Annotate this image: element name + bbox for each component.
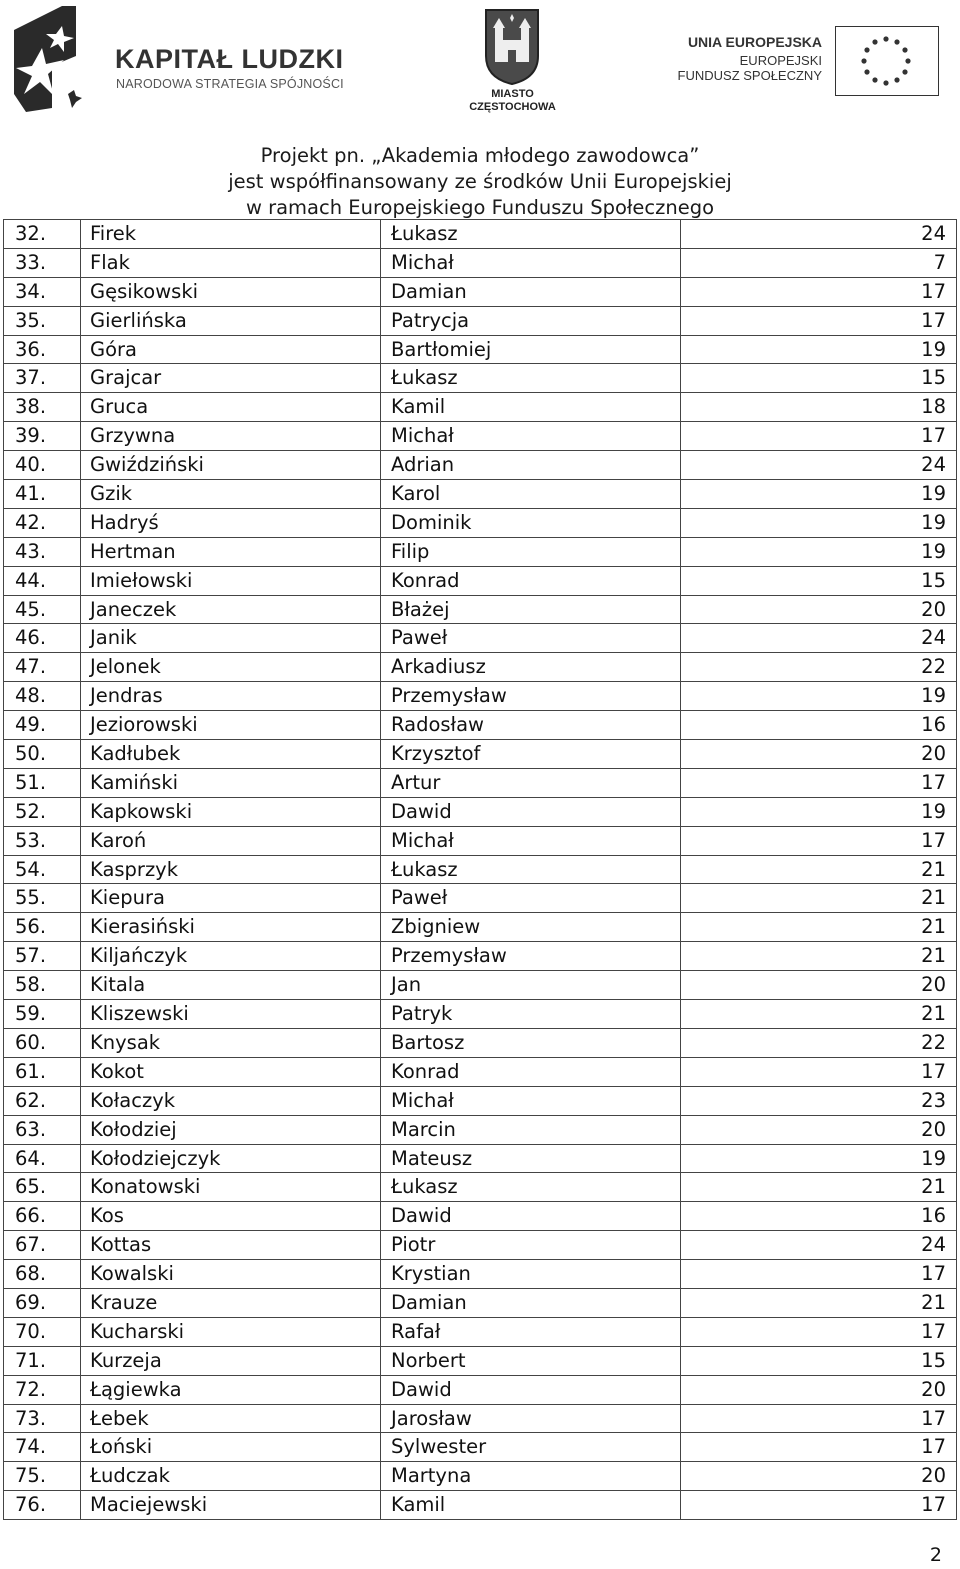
score-cell: 17 <box>681 278 957 307</box>
score-cell: 17 <box>681 1405 957 1434</box>
score-cell: 16 <box>681 711 957 740</box>
first-name-cell: Michał <box>381 249 681 278</box>
first-name-cell: Piotr <box>381 1231 681 1260</box>
score-cell: 17 <box>681 307 957 336</box>
score-cell: 19 <box>681 509 957 538</box>
row-number-cell: 66. <box>4 1202 81 1231</box>
row-number-cell: 55. <box>4 884 81 913</box>
score-cell: 7 <box>681 249 957 278</box>
row-number-cell: 59. <box>4 1000 81 1029</box>
score-cell: 21 <box>681 913 957 942</box>
table-row <box>4 1202 957 1231</box>
score-cell: 19 <box>681 538 957 567</box>
row-number-cell: 36. <box>4 336 81 365</box>
row-number-cell: 74. <box>4 1433 81 1462</box>
eu-label-line2: EUROPEJSKI <box>739 53 822 68</box>
table-row <box>4 1491 957 1520</box>
last-name-cell: Hadryś <box>81 509 381 538</box>
last-name-cell: Kołodziejczyk <box>81 1145 381 1174</box>
table-row <box>4 1029 957 1058</box>
first-name-cell: Konrad <box>381 1058 681 1087</box>
first-name-cell: Jarosław <box>381 1405 681 1434</box>
row-number-cell: 52. <box>4 798 81 827</box>
score-cell: 19 <box>681 798 957 827</box>
score-cell: 20 <box>681 740 957 769</box>
table-row <box>4 1405 957 1434</box>
row-number-cell: 64. <box>4 1145 81 1174</box>
score-cell: 21 <box>681 884 957 913</box>
table-row <box>4 393 957 422</box>
first-name-cell: Przemysław <box>381 682 681 711</box>
table-row <box>4 596 957 625</box>
row-number-cell: 44. <box>4 567 81 596</box>
score-cell: 19 <box>681 336 957 365</box>
first-name-cell: Bartosz <box>381 1029 681 1058</box>
table-row <box>4 1173 957 1202</box>
city-coat-of-arms-icon <box>483 6 541 86</box>
table-row <box>4 1260 957 1289</box>
table-row <box>4 1116 957 1145</box>
row-number-cell: 67. <box>4 1231 81 1260</box>
table-row <box>4 740 957 769</box>
last-name-cell: Kurzeja <box>81 1347 381 1376</box>
city-label-line2: CZĘSTOCHOWA <box>469 101 556 113</box>
row-number-cell: 34. <box>4 278 81 307</box>
row-number-cell: 48. <box>4 682 81 711</box>
row-number-cell: 39. <box>4 422 81 451</box>
first-name-cell: Arkadiusz <box>381 653 681 682</box>
table-row <box>4 278 957 307</box>
first-name-cell: Mateusz <box>381 1145 681 1174</box>
first-name-cell: Patryk <box>381 1000 681 1029</box>
last-name-cell: Kitala <box>81 971 381 1000</box>
first-name-cell: Konrad <box>381 567 681 596</box>
eu-label-line3: FUNDUSZ SPOŁECZNY <box>677 68 822 83</box>
row-number-cell: 38. <box>4 393 81 422</box>
first-name-cell: Radosław <box>381 711 681 740</box>
last-name-cell: Konatowski <box>81 1173 381 1202</box>
project-caption <box>0 143 960 221</box>
table-row <box>4 827 957 856</box>
first-name-cell: Łukasz <box>381 220 681 249</box>
last-name-cell: Łebek <box>81 1405 381 1434</box>
last-name-cell: Grzywna <box>81 422 381 451</box>
first-name-cell: Dawid <box>381 1202 681 1231</box>
last-name-cell: Kadłubek <box>81 740 381 769</box>
first-name-cell: Marcin <box>381 1116 681 1145</box>
last-name-cell: Kierasiński <box>81 913 381 942</box>
results-table <box>3 219 957 1520</box>
table-row <box>4 1462 957 1491</box>
row-number-cell: 42. <box>4 509 81 538</box>
kapital-ludzki-subtitle: NARODOWA STRATEGIA SPÓJNOŚCI <box>116 77 344 91</box>
last-name-cell: Gruca <box>81 393 381 422</box>
row-number-cell: 46. <box>4 624 81 653</box>
table-row <box>4 856 957 885</box>
first-name-cell: Norbert <box>381 1347 681 1376</box>
first-name-cell: Paweł <box>381 884 681 913</box>
row-number-cell: 57. <box>4 942 81 971</box>
first-name-cell: Dominik <box>381 509 681 538</box>
table-row <box>4 624 957 653</box>
row-number-cell: 53. <box>4 827 81 856</box>
first-name-cell: Michał <box>381 827 681 856</box>
table-row <box>4 682 957 711</box>
first-name-cell: Przemysław <box>381 942 681 971</box>
first-name-cell: Zbigniew <box>381 913 681 942</box>
czestochowa-logo <box>455 6 570 116</box>
last-name-cell: Kasprzyk <box>81 856 381 885</box>
last-name-cell: Jelonek <box>81 653 381 682</box>
last-name-cell: Jeziorowski <box>81 711 381 740</box>
eu-social-fund-logo <box>677 20 944 98</box>
table-row <box>4 509 957 538</box>
last-name-cell: Knysak <box>81 1029 381 1058</box>
score-cell: 21 <box>681 1173 957 1202</box>
table-row <box>4 1145 957 1174</box>
caption-line-2: jest współfinansowany ze środków Unii Europejskiej <box>228 170 732 193</box>
eu-label-line1: UNIA EUROPEJSKA <box>687 34 822 50</box>
row-number-cell: 37. <box>4 364 81 393</box>
first-name-cell: Sylwester <box>381 1433 681 1462</box>
first-name-cell: Łukasz <box>381 856 681 885</box>
row-number-cell: 58. <box>4 971 81 1000</box>
row-number-cell: 65. <box>4 1173 81 1202</box>
score-cell: 18 <box>681 393 957 422</box>
row-number-cell: 71. <box>4 1347 81 1376</box>
score-cell: 21 <box>681 1289 957 1318</box>
eu-flag-icon <box>835 26 939 96</box>
score-cell: 15 <box>681 567 957 596</box>
row-number-cell: 69. <box>4 1289 81 1318</box>
last-name-cell: Hertman <box>81 538 381 567</box>
last-name-cell: Kiljańczyk <box>81 942 381 971</box>
score-cell: 20 <box>681 1462 957 1491</box>
page-number: 2 <box>929 1544 942 1566</box>
row-number-cell: 43. <box>4 538 81 567</box>
last-name-cell: Łoński <box>81 1433 381 1462</box>
table-row <box>4 769 957 798</box>
kapital-ludzki-logo <box>12 4 352 114</box>
first-name-cell: Karol <box>381 480 681 509</box>
first-name-cell: Filip <box>381 538 681 567</box>
last-name-cell: Łudczak <box>81 1462 381 1491</box>
last-name-cell: Kapkowski <box>81 798 381 827</box>
first-name-cell: Adrian <box>381 451 681 480</box>
row-number-cell: 33. <box>4 249 81 278</box>
score-cell: 20 <box>681 1116 957 1145</box>
caption-line-1: Projekt pn. „Akademia młodego zawodowca” <box>260 144 700 167</box>
table-row <box>4 1376 957 1405</box>
last-name-cell: Kowalski <box>81 1260 381 1289</box>
row-number-cell: 73. <box>4 1405 81 1434</box>
last-name-cell: Kottas <box>81 1231 381 1260</box>
score-cell: 22 <box>681 653 957 682</box>
table-row <box>4 913 957 942</box>
row-number-cell: 45. <box>4 596 81 625</box>
score-cell: 16 <box>681 1202 957 1231</box>
last-name-cell: Gwiździński <box>81 451 381 480</box>
row-number-cell: 61. <box>4 1058 81 1087</box>
last-name-cell: Janeczek <box>81 596 381 625</box>
last-name-cell: Kołodziej <box>81 1116 381 1145</box>
score-cell: 22 <box>681 1029 957 1058</box>
table-row <box>4 653 957 682</box>
score-cell: 19 <box>681 1145 957 1174</box>
first-name-cell: Bartłomiej <box>381 336 681 365</box>
last-name-cell: Łągiewka <box>81 1376 381 1405</box>
score-cell: 19 <box>681 480 957 509</box>
last-name-cell: Kamiński <box>81 769 381 798</box>
score-cell: 17 <box>681 422 957 451</box>
score-cell: 24 <box>681 624 957 653</box>
last-name-cell: Karoń <box>81 827 381 856</box>
first-name-cell: Martyna <box>381 1462 681 1491</box>
score-cell: 15 <box>681 1347 957 1376</box>
table-row <box>4 1433 957 1462</box>
row-number-cell: 75. <box>4 1462 81 1491</box>
table-row <box>4 307 957 336</box>
score-cell: 20 <box>681 1376 957 1405</box>
last-name-cell: Gierlińska <box>81 307 381 336</box>
row-number-cell: 35. <box>4 307 81 336</box>
first-name-cell: Rafał <box>381 1318 681 1347</box>
score-cell: 24 <box>681 451 957 480</box>
row-number-cell: 63. <box>4 1116 81 1145</box>
last-name-cell: Kołaczyk <box>81 1087 381 1116</box>
table-row <box>4 451 957 480</box>
first-name-cell: Damian <box>381 1289 681 1318</box>
last-name-cell: Flak <box>81 249 381 278</box>
table-row <box>4 1347 957 1376</box>
first-name-cell: Błażej <box>381 596 681 625</box>
score-cell: 21 <box>681 1000 957 1029</box>
first-name-cell: Michał <box>381 422 681 451</box>
row-number-cell: 76. <box>4 1491 81 1520</box>
first-name-cell: Patrycja <box>381 307 681 336</box>
last-name-cell: Krauze <box>81 1289 381 1318</box>
table-row <box>4 1231 957 1260</box>
table-row <box>4 942 957 971</box>
table-row <box>4 1000 957 1029</box>
row-number-cell: 62. <box>4 1087 81 1116</box>
score-cell: 24 <box>681 1231 957 1260</box>
row-number-cell: 54. <box>4 856 81 885</box>
row-number-cell: 32. <box>4 220 81 249</box>
table-row <box>4 711 957 740</box>
score-cell: 21 <box>681 856 957 885</box>
score-cell: 24 <box>681 220 957 249</box>
table-row <box>4 1058 957 1087</box>
score-cell: 17 <box>681 1433 957 1462</box>
first-name-cell: Michał <box>381 1087 681 1116</box>
table-row <box>4 336 957 365</box>
caption-line-3: w ramach Europejskiego Funduszu Społecznego <box>245 196 715 219</box>
score-cell: 23 <box>681 1087 957 1116</box>
first-name-cell: Artur <box>381 769 681 798</box>
table-row <box>4 480 957 509</box>
score-cell: 17 <box>681 1058 957 1087</box>
row-number-cell: 49. <box>4 711 81 740</box>
row-number-cell: 51. <box>4 769 81 798</box>
table-row <box>4 971 957 1000</box>
row-number-cell: 41. <box>4 480 81 509</box>
score-cell: 21 <box>681 942 957 971</box>
score-cell: 17 <box>681 1318 957 1347</box>
last-name-cell: Janik <box>81 624 381 653</box>
last-name-cell: Grajcar <box>81 364 381 393</box>
table-row <box>4 1087 957 1116</box>
first-name-cell: Jan <box>381 971 681 1000</box>
first-name-cell: Kamil <box>381 1491 681 1520</box>
last-name-cell: Maciejewski <box>81 1491 381 1520</box>
score-cell: 15 <box>681 364 957 393</box>
score-cell: 17 <box>681 1260 957 1289</box>
first-name-cell: Łukasz <box>381 364 681 393</box>
first-name-cell: Łukasz <box>381 1173 681 1202</box>
table-row <box>4 1289 957 1318</box>
first-name-cell: Krzysztof <box>381 740 681 769</box>
last-name-cell: Firek <box>81 220 381 249</box>
city-label-line1: MIASTO <box>491 88 534 100</box>
last-name-cell: Gęsikowski <box>81 278 381 307</box>
score-cell: 19 <box>681 682 957 711</box>
table-row <box>4 567 957 596</box>
table-row <box>4 364 957 393</box>
row-number-cell: 56. <box>4 913 81 942</box>
row-number-cell: 40. <box>4 451 81 480</box>
score-cell: 17 <box>681 827 957 856</box>
table-row <box>4 220 957 249</box>
logo-header <box>0 0 960 140</box>
last-name-cell: Kokot <box>81 1058 381 1087</box>
score-cell: 17 <box>681 769 957 798</box>
table-row <box>4 798 957 827</box>
kapital-ludzki-emblem-icon <box>12 4 112 114</box>
table-row <box>4 249 957 278</box>
last-name-cell: Kucharski <box>81 1318 381 1347</box>
kapital-ludzki-title: KAPITAŁ LUDZKI <box>115 44 344 74</box>
row-number-cell: 60. <box>4 1029 81 1058</box>
row-number-cell: 70. <box>4 1318 81 1347</box>
table-row <box>4 1318 957 1347</box>
last-name-cell: Kiepura <box>81 884 381 913</box>
last-name-cell: Imiełowski <box>81 567 381 596</box>
row-number-cell: 50. <box>4 740 81 769</box>
first-name-cell: Damian <box>381 278 681 307</box>
last-name-cell: Kliszewski <box>81 1000 381 1029</box>
row-number-cell: 68. <box>4 1260 81 1289</box>
table-row <box>4 538 957 567</box>
last-name-cell: Kos <box>81 1202 381 1231</box>
first-name-cell: Dawid <box>381 798 681 827</box>
score-cell: 20 <box>681 596 957 625</box>
score-cell: 20 <box>681 971 957 1000</box>
first-name-cell: Paweł <box>381 624 681 653</box>
first-name-cell: Krystian <box>381 1260 681 1289</box>
table-row <box>4 422 957 451</box>
table-row <box>4 884 957 913</box>
score-cell: 17 <box>681 1491 957 1520</box>
first-name-cell: Kamil <box>381 393 681 422</box>
row-number-cell: 47. <box>4 653 81 682</box>
row-number-cell: 72. <box>4 1376 81 1405</box>
first-name-cell: Dawid <box>381 1376 681 1405</box>
last-name-cell: Góra <box>81 336 381 365</box>
last-name-cell: Jendras <box>81 682 381 711</box>
last-name-cell: Gzik <box>81 480 381 509</box>
